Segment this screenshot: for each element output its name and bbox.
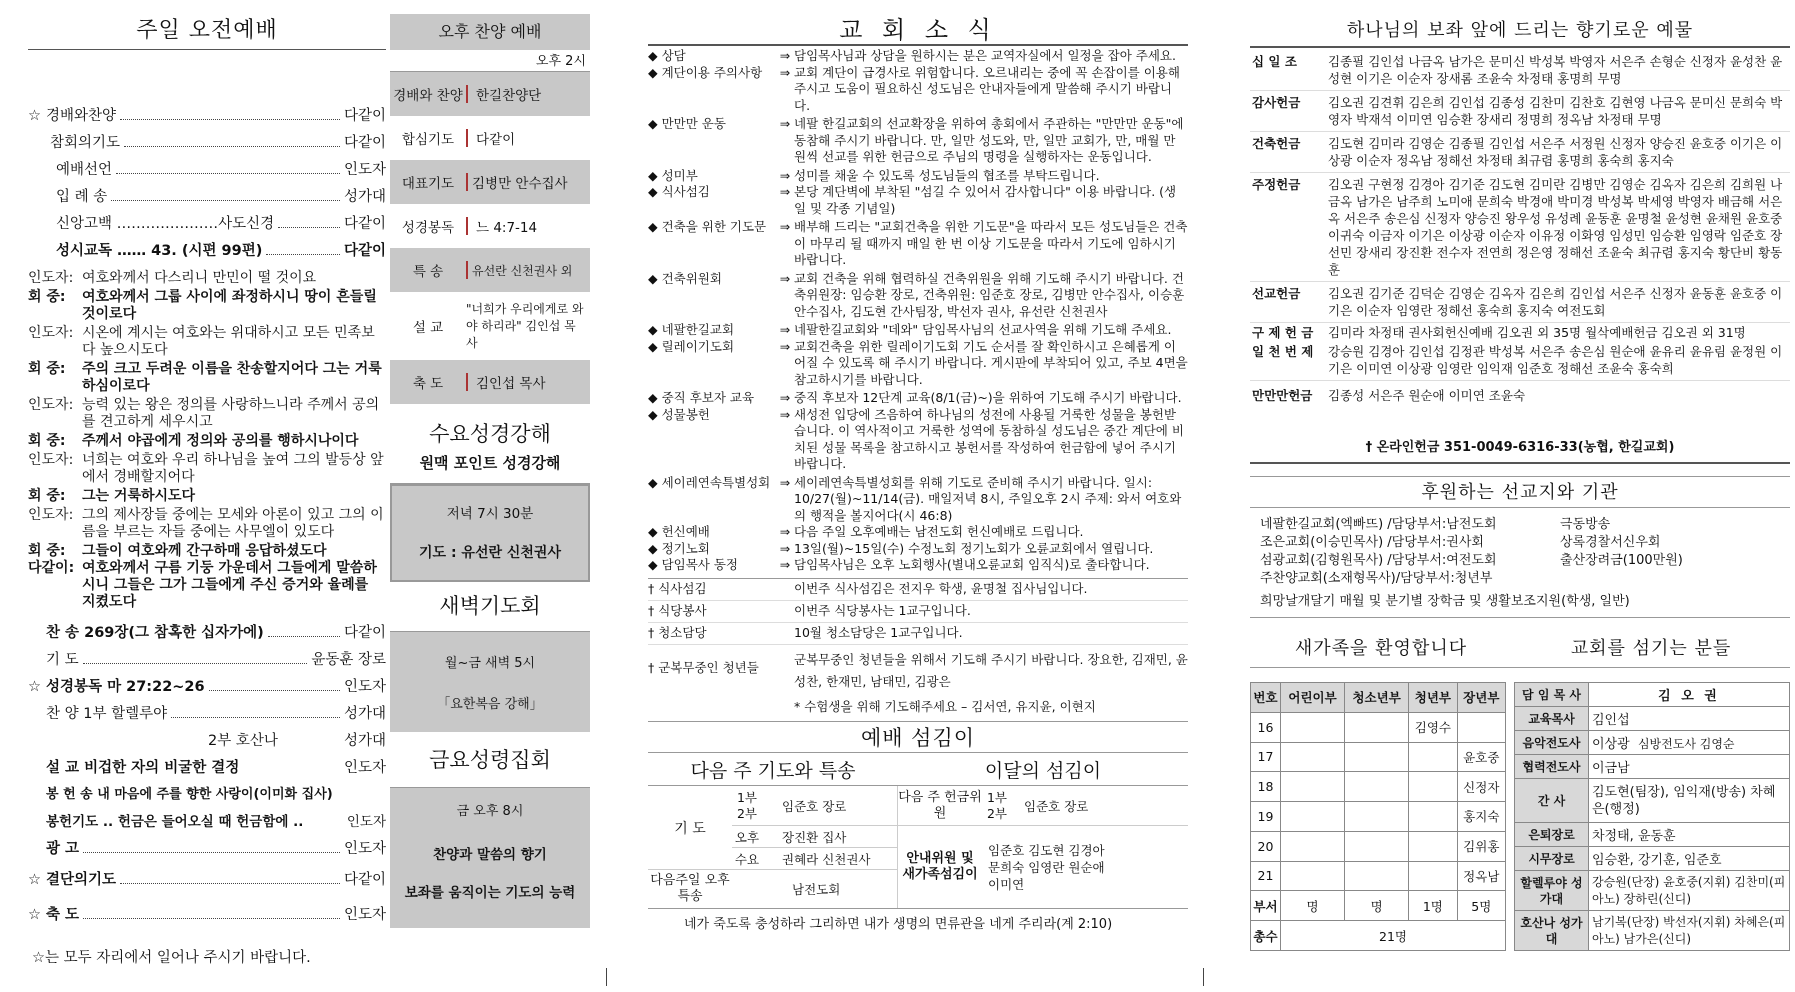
response-line: 인도자: 여호와께서 다스리니 만민이 떨 것이요 [28,270,317,286]
news-item: ◆ 성물봉헌 ⇒ 새성전 입당에 즈음하여 하나님의 성전에 사용될 거룩한 성물을 봉헌받습니다. 이 역사적이고 거룩한 성역에 동참하실 성도님은 중간 계단에 비치된 성물 목록을 참고하시고 봉헌서를 작성하여 헌금함에 넣어 주시기 바랍니다. [648,406,1184,471]
newcomer-row: 16 김영수 [1251,712,1506,742]
order-item: ☆ 성경봉독 마 27:22~26 인도자 [28,679,386,695]
afternoon-row: 대표기도 김병만 안수집사 [390,160,590,204]
this-month-table: 다음 주 헌금위원 1부 2부 임준호 장로 안내위원 및 새가족섬김이 임준호 김도현 김경아 문희숙 임영란 원순애 이미연 [898,786,1188,908]
mission-orgs: 극동방송 상록경찰서신우회 출산장려금(100만원) [1560,517,1683,568]
exam-prayer: * 수험생을 위해 기도해주세요 – 김서연, 유지윤, 이현지 [794,698,1096,714]
mission-title: 후원하는 선교지와 기관 [1250,476,1790,508]
newcomer-header-row: 번호 어린이부 청소년부 청년부 장년부 [1251,683,1506,713]
news-item: ◆ 네팔한길교회 ⇒ 네팔한길교회와 "데와" 담임목사님의 선교사역을 위해 기도해 주세요. [648,322,1172,337]
response-line: 회 중: 그들이 여호와께 간구하매 응답하셨도다 [28,543,327,559]
offerings [1250,14,1790,964]
order-item: 설 교 비겁한 자의 비굴한 결정 인도자 [46,760,386,776]
order-item: 예배선언 인도자 [56,162,386,178]
newcomer-row: 17 윤호중 [1251,742,1506,772]
staff-table [1514,682,1790,951]
fold-mark [1203,968,1204,986]
afternoon-title: 오후 찬양 예배 [390,14,590,50]
response-line: 인도자: 시온에 계시는 여호와는 위대하시고 모든 민족보다 높으시도다 [28,325,375,358]
dawn-title: 새벽기도회 [390,582,590,632]
morning-title: 주일 오전예배 [28,14,386,50]
response-line: 인도자: 그의 제사장들 중에는 모세와 아론이 있고 그의 이름을 부르는 자들 중에는 사무엘이 있도다 [28,507,384,540]
news-item: ◆ 건축을 위한 기도문 ⇒ 배부해 드리는 "교회건축을 위한 기도문"을 따라서 모든 성도님들은 건축이 마무리 될 때까지 매일 한 번 이상 기도문을 따라서 기도에 임하시기 바랍니다. [648,219,1188,267]
newcomer-total-row: 총수 21명 [1251,921,1506,951]
order-item: 광 고 인도자 [46,841,386,857]
staff-row: 호산나 성가대 남기복(단장) 박선자(지휘) 차혜은(피아노) 남가은(신디) [1515,911,1790,951]
mission-bottom: 희망날개달기 매월 및 분기별 장학금 및 생활보조지원(학생, 일반) [1250,588,1790,618]
newcomer-row: 19 홍지숙 [1251,802,1506,832]
newcomer-row: 18 신정자 [1251,772,1506,802]
wednesday-block [390,418,590,928]
serving-title: 예배 섬김이 [860,726,976,750]
morning-order-2 [28,621,386,930]
serving-body [648,786,1188,908]
wednesday-subtitle: 원맥 포인트 성경강해 [390,448,590,484]
afternoon-order [390,72,590,404]
order-item: 봉헌기도 .. 헌금은 들어오실 때 헌금함에 .. 인도자 [46,814,386,830]
offering-row: 구 제 헌 금 김미라 차정태 권사회헌신예배 김오권 외 35명 월삭예배헌금 김오권 외 31명 [1252,325,1746,340]
newcomer-table [1250,682,1506,951]
news-item: † 식사섬김 이번주 식사섬김은 전지우 학생, 윤명철 집사님입니다. [648,579,1188,601]
afternoon-row: 성경봉독 느 4:7-14 [390,204,590,248]
news-item: † 청소담당 10월 청소담당은 1교구입니다. [648,623,1188,645]
response-line: 인도자: 너희는 여호와 우리 하나님을 높여 그의 발등상 앞에서 경배할지어다 [28,452,384,485]
newcomer-row: 20 김위홍 [1251,831,1506,861]
afternoon-row: 축 도 김인섭 목사 [390,360,590,404]
morning-footer: ☆는 모두 자리에서 일어나 주시기 바랍니다. [32,950,311,966]
staff-row: 협력전도사 이금남 [1515,755,1790,779]
response-line: 다같이: 여호와께서 구름 기둥 가운데서 그들에게 말씀하시니 그들은 그가 그들에게 주신 증거와 율례를 지켰도다 [28,560,377,610]
afternoon-time: 오후 2시 [390,50,590,72]
staff-row: 간 사 김도현(팀장), 임익재(방송) 차혜은(행정) [1515,779,1790,823]
online-offering: † 온라인헌금 351-0049-6316-33(농협, 한길교회) [1250,436,1790,464]
news-item: ◆ 릴레이기도회 ⇒ 교회건축을 위한 릴레이기도회 기도 순서를 잘 확인하시고 은혜롭게 이어질 수 있도록 해 주시기 바랍니다. 게시판에 부착되어 있고, 주보 4면을 참고하시기를 바랍니다. [648,338,1188,387]
newcomer-sum-row: 부서 명 명 1명 5명 [1251,891,1506,921]
bible-verse: 네가 죽도록 충성하라 그리하면 내가 생명의 면류관을 네게 주리라(계 2:10) [648,908,1188,932]
news-item: † 식당봉사 이번주 식당봉사는 1교구입니다. [648,601,1188,623]
news-item: ◆ 건축위원회 ⇒ 교회 건축을 위해 협력하실 건축위원을 위해 기도해 주시기 바랍니다. 건축위원장: 임승환 장로, 건축위원: 임준호 장로, 김병만 안수집사, 이승훈 안수집사, 김도현 간사팀장, 박선자 권사, 유선란 신천권사 [648,270,1185,319]
order-item: 찬 양 1부 할렐루야 성가대 [46,706,386,722]
news-item: ◆ 계단이용 주의사항 ⇒ 교회 계단이 급경사로 위험합니다. 오르내리는 중에 꼭 손잡이를 이용해 주시고 도움이 필요하신 성도님은 안내자들에게 말씀해 주시기 바랍니다. [648,64,1180,113]
order-item: 참회의기도 다같이 [50,135,386,151]
news-title: 교 회 소 식 [648,14,1188,46]
staff-row: 시무장로 임승환, 강기훈, 임준호 [1515,847,1790,871]
church-news [648,14,1188,964]
news-item: ◆ 성미부 ⇒ 성미를 채울 수 있도록 성도님들의 협조를 부탁드립니다. [648,167,1100,183]
order-item: ☆ 결단의기도 다같이 [28,872,386,888]
staff-row: 은퇴장로 차정태, 윤동훈 [1515,823,1790,847]
order-item: 신앙고백 …………………사도신경 다같이 [56,216,386,232]
wednesday-title: 수요성경강해 [429,422,551,446]
order-item: 성시교독 …… 43. (시편 99편) 다같이 [56,243,386,259]
order-item: 찬 송 269장(그 참혹한 십자가에) 다같이 [46,625,386,641]
order-item: 봉 헌 송 내 마음에 주를 향한 사랑이(이미화 집사) [46,787,333,802]
response-line: 회 중: 그는 거룩하시도다 [28,488,196,504]
friday-info: 금 오후 8시 찬양과 말씀의 향기 보좌를 움직이는 기도의 능력 [390,788,590,928]
afternoon-row: 경배와 찬양 한길찬양단 [390,72,590,116]
wednesday-info: 저녁 7시 30분 기도 : 유선란 신천권사 [390,484,590,582]
offering-row: 일 천 번 제 강승원 김경아 김인섭 김정관 박성복 서은주 송은심 원순애 윤유리 윤유림 윤정원 이기은 이미연 이상광 임영란 임익재 임준호 정해선 조윤숙 홍숙희 [1250,342,1790,381]
response-line: 회 중: 여호와께서 그룹 사이에 좌정하시니 땅이 흔들릴 것이로다 [28,289,377,322]
staff-row: 교육목사 김인섭 [1515,707,1790,731]
next-week-table: 기 도 1부 2부 임준호 장로 오후 장진환 집사 수요 권혜라 신천권사 다음주일 오후특송 남전도회 [648,786,898,908]
news-item: ◆ 세이레연속특별성회 ⇒ 세이레연속특별성회를 위해 기도로 준비해 주시기 바랍니다. 일시: 10/27(월)~11/14(금). 매일저녁 8시, 주일오후 2시 주제: 와서 여호와의 행적을 볼지어다(시 46:8) [648,474,1182,523]
response-line: 회 중: 주께서 야곱에게 정의와 공의를 행하시나이다 [28,433,359,449]
news-item: ◆ 중직 후보자 교육 ⇒ 중직 후보자 12단계 교육(8/1(금)~)을 위하여 기도해 주시기 바랍니다. [648,390,1182,405]
staff-row: 음악전도사 이상광 심방전도사 김영순 [1515,731,1790,755]
staff-title: 교회를 섬기는 분들 [1570,638,1732,659]
offering-row: 감사헌금 김오권 김견휘 김은희 김인섭 김종성 김찬미 김찬호 김현영 나금옥 문미신 문희숙 박영자 박재석 이미연 임승환 장새리 정명희 정옥남 차정태 무명 [1250,91,1790,132]
order-item: 입 례 송 성가대 [56,189,386,205]
news-item: ◆ 상담 ⇒ 담임목사님과 상담을 원하시는 분은 교역자실에서 일정을 잡아 주세요. [648,48,1176,63]
afternoon-service [390,14,590,964]
offering-row: 주정헌금 김오권 구현정 김경아 김기준 김도현 김미란 김병만 김영순 김옥자 김은희 김희원 나금옥 남가은 남주희 노미애 문희숙 박경애 박미경 박성복 박세영 박영자 배금해 서은옥 서은주 송은심 신정자 양승진 왕우성 유성례 윤동훈 윤명철 윤성현 윤채원 윤호중 이귀숙 이금자 이기은 이상광 이순자 이유정 이화영 임성민 임승환 임영락 임준호 장선민 장새리 장진환 전수자 전연희 정은영 정해선 조윤숙 최규렴 홍지숙 황단비 황동훈 [1250,173,1790,282]
news-item: ◆ 식사섬김 ⇒ 본당 계단벽에 부착된 "섬길 수 있어서 감사합니다" 이용 바랍니다. (생일 및 각종 기념일) [648,184,1177,216]
news-item: ◆ 담임목사 동정 ⇒ 담임목사님은 오후 노회행사(별내오륜교회 임직식)로 출타합니다. [648,557,1150,572]
offering-row: 선교헌금 김오권 김기준 김덕순 김영순 김옥자 김은희 김인섭 서은주 신정자 윤동훈 윤호중 이기은 이순자 임영란 정해선 홍숙희 홍지숙 여전도회 [1250,282,1790,323]
news-item: ◆ 정기노회 ⇒ 13일(월)~15일(수) 수정노회 정기노회가 오륜교회에서 열립니다. [648,540,1154,556]
offering-row: 만만만헌금 김종성 서은주 원순애 이미연 조윤숙 [1252,388,1526,403]
staff-row: 할렐루야 성가대 강승원(단장) 윤호중(지휘) 김찬미(피아노) 장하린(신디) [1515,871,1790,911]
response-line: 인도자: 능력 있는 왕은 정의를 사랑하느니라 주께서 공의를 견고하게 세우시고 [28,397,380,430]
order-item: ☆ 축 도 인도자 [28,907,386,923]
order-item: 기 도 윤동훈 장로 [46,652,386,668]
newcomer-row: 21 정옥남 [1251,861,1506,891]
afternoon-row: 합심기도 다같이 [390,116,590,160]
serving-section [648,722,1188,932]
news-list [648,46,1188,579]
mission-section [1250,476,1790,618]
dawn-info: 월~금 새벽 5시 「요한복음 강해」 [390,632,590,732]
news-item: † 군복무중인 청년들 군복무중인 청년들을 위해서 기도해 주시기 바랍니다. 장요한, 김재민, 윤성찬, 한재민, 남태민, 김광은 [648,651,1188,689]
morning-service [28,14,386,964]
offering-list [1250,48,1790,410]
friday-title: 금요성령집회 [390,732,590,788]
offering-title: 하나님의 보좌 앞에 드리는 향기로운 예물 [1250,14,1790,48]
newcomer-title: 새가족을 환영합니다 [1294,638,1468,659]
afternoon-row: 설 교 "너희가 우리에게로 와야 하리라" 김인섭 목사 [412,301,584,350]
response-line: 회 중: 주의 크고 두려운 이름을 찬송할지어다 그는 거룩하심이로다 [28,361,382,394]
news-item: ◆ 헌신예배 ⇒ 다음 주일 오후예배는 남전도회 헌신예배로 드립니다. [648,524,1084,539]
news-item: ◆ 만만만 운동 ⇒ 네팔 한길교회의 선교확장을 위하여 총회에서 주관하는 "만만만 운동"에 동참해 주시기 바랍니다. 만, 일만 성도와, 만, 일만 교회가, 만, 매월 만 원씩 선교를 위한 헌금으로 주님의 명령을 실행하자는 운동입니다. [648,116,1184,164]
serving-headers: 다음 주 기도와 특송 이달의 섬김이 [648,752,1188,786]
offering-row: 건축헌금 김도현 김미라 김영순 김종필 김인섭 서은주 서정원 신정자 양승진 윤호중 이기은 이상광 이순자 정옥남 정해선 차정태 최규렴 홍명희 홍숙희 홍지숙 [1250,132,1790,173]
morning-order-1 [28,104,386,266]
offering-row: 십 일 조 김종필 김인섭 나금옥 남가은 문미신 박성복 박영자 서은주 손형순 신정자 윤성찬 윤성현 이기은 이순자 장새롬 조윤숙 차정태 홍명희 무명 [1250,50,1790,91]
responsive-reading [28,270,386,611]
order-item: ☆ 경배와찬양 다같이 [28,108,386,124]
afternoon-row: 특 송 유선란 신천권사 외 [390,248,590,292]
news-list-2 [648,579,1188,723]
order-item: 2부 호산나 성가대 [208,733,386,749]
staff-row: 담 임 목 사 김 오 권 [1515,683,1790,707]
fold-mark [606,968,607,986]
mission-list: 네팔한길교회(엑빠뜨) /담당부서:남전도회 조은교회(이승민목사) /담당부서:권사회 섬광교회(김형원목사) /담당부서:여전도회 주찬양교회(소재형목사)/담당부서:청년부 [1260,517,1497,586]
